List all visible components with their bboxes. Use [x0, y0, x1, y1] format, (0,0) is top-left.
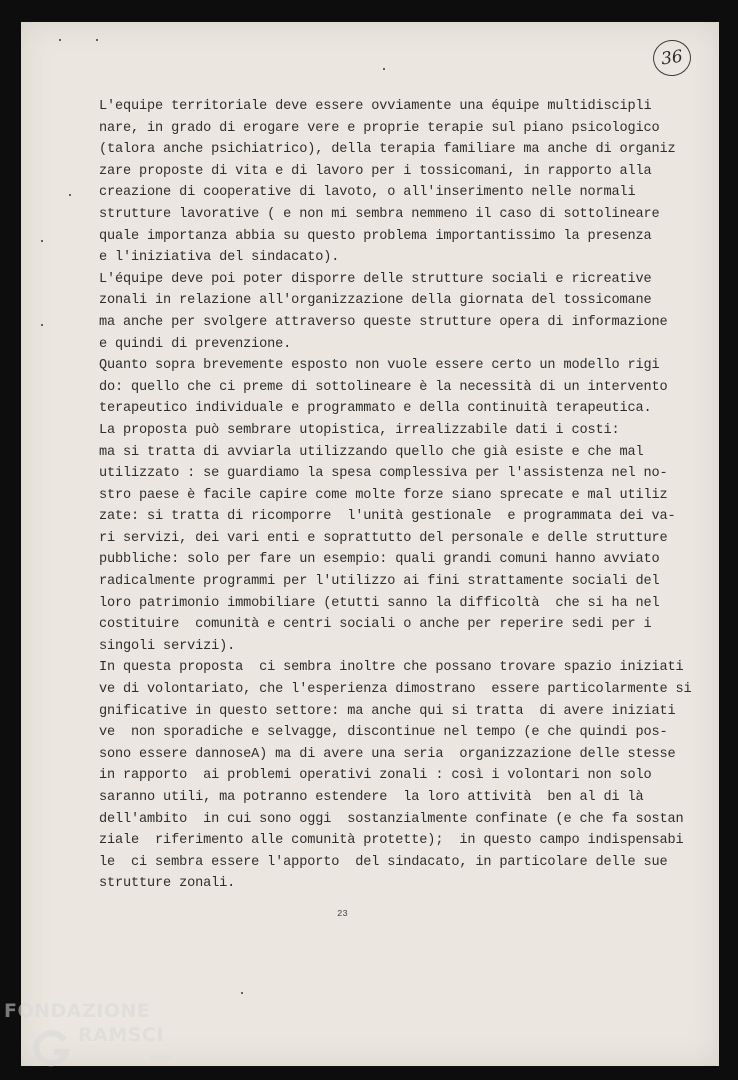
typed-page-number: 23	[337, 909, 348, 919]
text-line: zate: si tratta di ricomporre l'unità gestionale e programmata dei va-	[99, 509, 676, 525]
text-line: zare proposte di vita e di lavoro per i tossicomani, in rapporto alla	[99, 163, 652, 179]
text-line: nare, in grado di erogare vere e proprie terapie sul piano psicologico	[99, 120, 660, 136]
text-line: L'équipe deve poi poter disporre delle strutture sociali e ricreative	[99, 271, 652, 287]
typewritten-text	[99, 96, 692, 895]
margin-speck	[59, 39, 61, 41]
text-line: sono essere dannoseA) ma di avere una seria organizzazione delle stesse	[99, 746, 676, 762]
watermark-sub: onlus	[150, 1053, 172, 1062]
gramsci-logo-icon	[32, 1028, 72, 1068]
text-line: radicalmente programmi per l'utilizzo ai fini strattamente sociali del	[99, 574, 660, 590]
text-line: ma si tratta di avviarla utilizzando quello che già esiste e che mal	[99, 444, 644, 460]
text-line: le ci sembra essere l'apporto del sindacato, in particolare delle sue	[99, 854, 668, 870]
margin-speck	[96, 39, 98, 41]
fondazione-gramsci-watermark	[2, 998, 202, 1078]
text-line: singoli servizi).	[99, 638, 236, 654]
handwritten-page-number: 36	[651, 38, 694, 79]
text-line: (talora anche psichiatrico), della terapia familiare ma anche di organiz	[99, 142, 676, 158]
margin-speck	[383, 68, 385, 70]
text-line: ziale riferimento alle comunità protette); in questo campo indispensabi	[99, 833, 684, 849]
text-line: In questa proposta ci sembra inoltre che possano trovare spazio iniziati	[99, 660, 684, 676]
text-line: saranno utili, ma potranno estendere la loro attività ben al di là	[99, 790, 644, 805]
text-line: loro patrimonio immobiliare (etutti sanno la difficoltà che si ha nel	[99, 595, 660, 611]
text-line: ma anche per svolgere attraverso queste strutture opera di informazione	[99, 314, 668, 330]
text-line: strutture zonali.	[99, 876, 236, 892]
text-line: ve non sporadiche e selvagge, discontinue nel tempo (e che quindi pos-	[99, 725, 668, 741]
text-line: ri servizi, dei vari enti e soprattutto del personale e delle strutture	[99, 530, 668, 546]
text-line: pubbliche: solo per fare un esempio: quali grandi comuni hanno avviato	[99, 552, 660, 568]
text-line: terapeutico individuale e programmato e della continuità terapeutica.	[99, 401, 652, 417]
text-line: utilizzato : se guardiamo la spesa complessiva per l'assistenza nel no-	[99, 466, 668, 482]
margin-speck	[241, 992, 243, 994]
text-line: Quanto sopra brevemente esposto non vuole essere certo un modello rigi	[99, 358, 660, 374]
text-line: L'equipe territoriale deve essere ovviamente una équipe multidiscipli	[99, 99, 652, 114]
watermark-line2: RAMSCI	[78, 1024, 164, 1046]
margin-speck	[41, 240, 43, 242]
text-line: in rapporto ai problemi operativi zonali : così i volontari non solo	[99, 768, 652, 784]
text-line: dell'ambito in cui sono oggi sostanzialmente confinate (e che fa sostan	[99, 811, 684, 827]
text-line: costituire comunità e centri sociali o anche per reperire sedi per i	[99, 617, 652, 633]
text-line: stro paese è facile capire come molte forze siano sprecate e mal utiliz	[99, 487, 668, 503]
margin-speck	[69, 194, 71, 196]
text-line: gnificative in questo settore: ma anche qui si tratta di avere iniziati	[99, 703, 676, 719]
text-line: e l'iniziativa del sindacato).	[99, 250, 340, 266]
text-line: creazione di cooperative di lavoto, o all'inserimento nelle normali	[99, 185, 636, 201]
text-line: e quindi di prevenzione.	[99, 336, 292, 352]
text-line: zonali in relazione all'organizzazione della giornata del tossicomane	[99, 293, 652, 309]
text-line: quale importanza abbia su questo problema importantissimo la presenza	[99, 228, 652, 244]
document-page	[21, 22, 719, 1066]
text-line: do: quello che ci preme di sottolineare è la necessità di un intervento	[99, 379, 668, 395]
text-line: strutture lavorative ( e non mi sembra nemmeno il caso di sottolineare	[99, 206, 660, 222]
text-line: ve di volontariato, che l'esperienza dimostrano essere particolarmente si	[99, 682, 692, 698]
margin-speck	[41, 324, 43, 326]
watermark-line1: FONDAZIONE	[4, 1000, 151, 1022]
text-line: La proposta può sembrare utopistica, irrealizzabile dati i costi:	[99, 422, 620, 438]
